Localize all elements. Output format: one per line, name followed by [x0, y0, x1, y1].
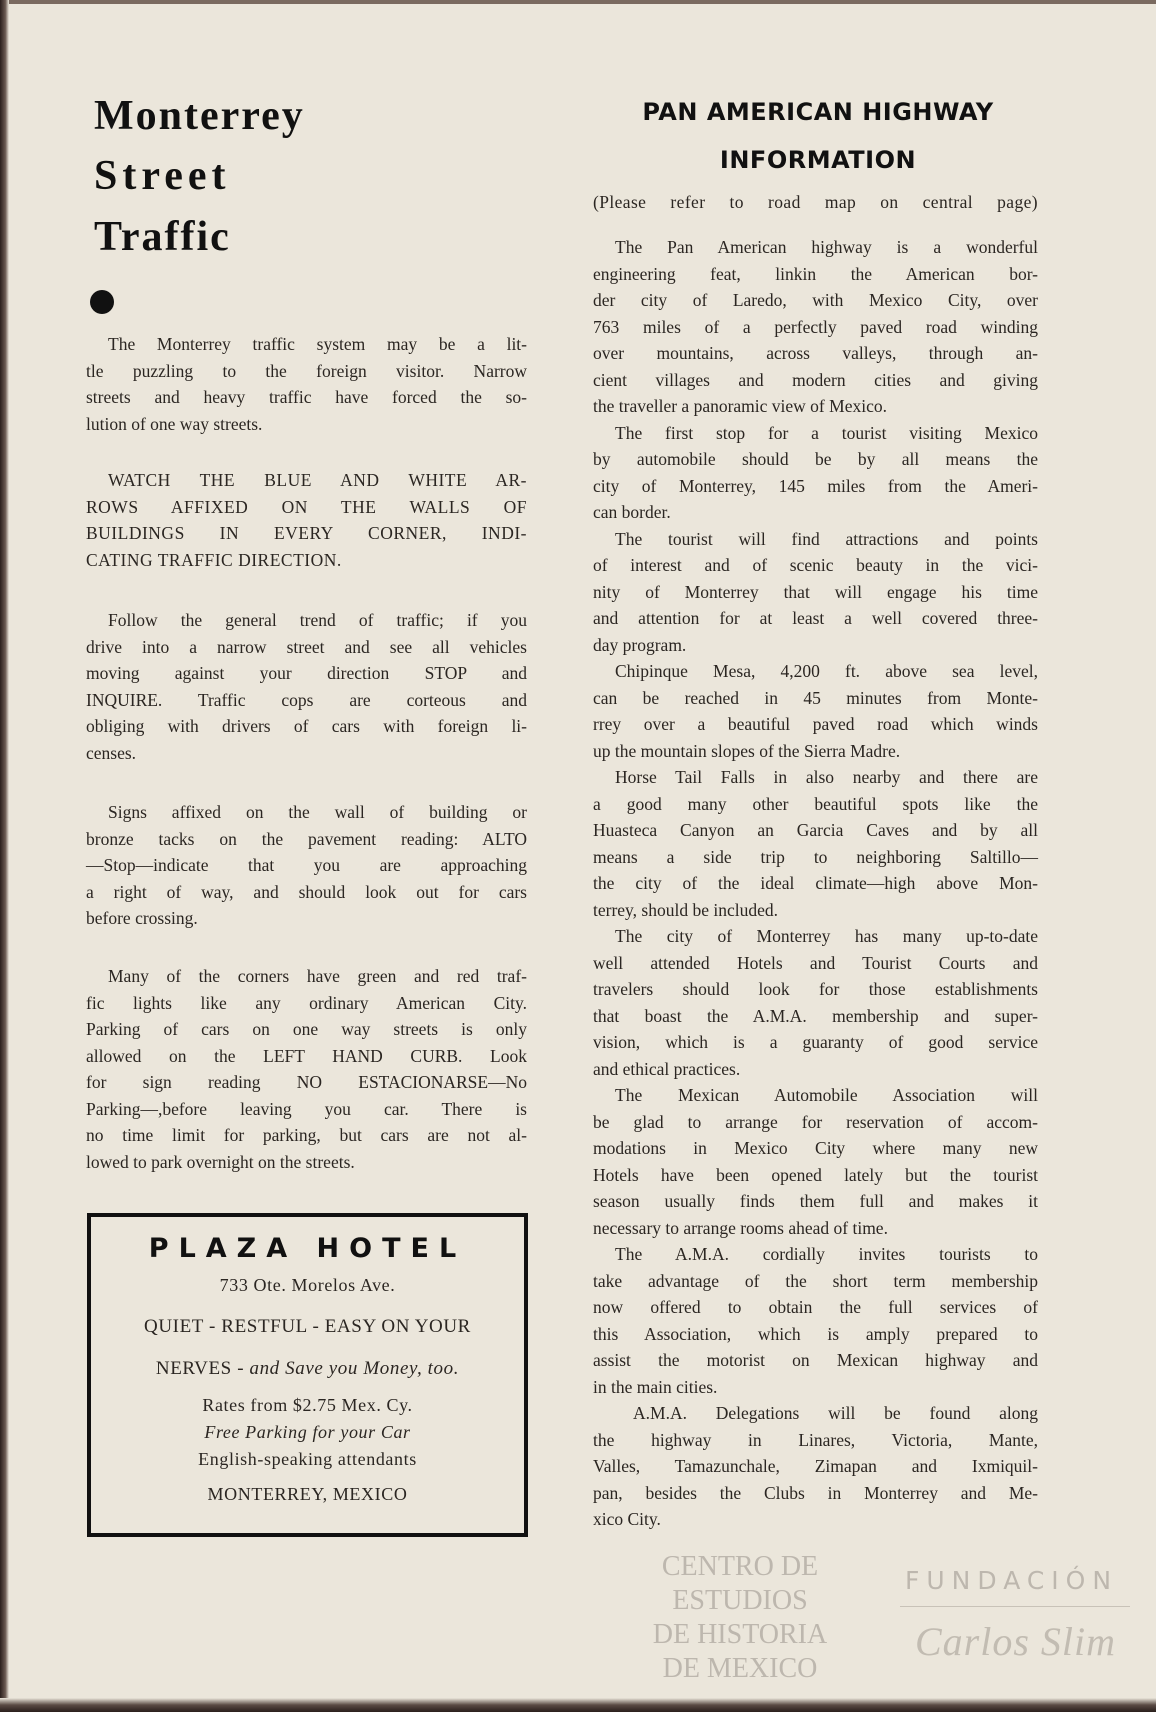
paragraph [593, 764, 1038, 923]
text-line: Chipinque Mesa, 4,200 ft. above sea level, [615, 661, 1038, 681]
text-line: allowed on the LEFT HAND CURB. Look [86, 1045, 527, 1066]
paragraph [593, 1241, 1038, 1400]
ad-slogan-italic: - and Save you Money, too. [231, 1358, 460, 1379]
paragraph [593, 1400, 1038, 1533]
text-line: Valles, Tamazunchale, Zimapan and Ixmiquil- [593, 1456, 1038, 1476]
text-line: The Monterrey traffic system may be a lit- [108, 334, 527, 354]
text-line: drive into a narrow street and see all vehicles [86, 636, 527, 657]
text-line: nity of Monterrey that will engage his time [593, 581, 1038, 602]
text-line: WATCH THE BLUE AND WHITE AR- [108, 470, 527, 490]
ad-rates: Rates from $2.75 Mex. Cy. [202, 1395, 413, 1415]
text-line: and attention for at least a well covered three- [593, 608, 1038, 628]
watermark-line: DE MEXICO [662, 1653, 818, 1684]
text-line: for sign reading NO ESTACIONARSE—No [86, 1072, 527, 1092]
ad-address: 733 Ote. Morelos Ave. [219, 1275, 396, 1295]
text-line: Signs affixed on the wall of building or [108, 802, 527, 822]
text-line: season usually finds them full and makes it [593, 1191, 1038, 1211]
text-line: no time limit for parking, but cars are not al- [86, 1125, 527, 1145]
text-line: tle puzzling to the foreign visitor. Narrow [86, 360, 527, 381]
watermark-rule [900, 1606, 1130, 1607]
section-heading-line: PAN AMERICAN HIGHWAY [642, 98, 994, 126]
text-line: pan, besides the Clubs in Monterrey and Me- [593, 1482, 1038, 1503]
text-line: lowed to park overnight on the streets. [86, 1151, 355, 1172]
text-line: can be reached in 45 minutes from Monte- [593, 687, 1038, 708]
article-title-line: Traffic [94, 214, 231, 260]
text-line: The first stop for a tourist visiting Mexico [615, 422, 1038, 443]
section-heading-line: INFORMATION [719, 146, 917, 174]
text-line: Many of the corners have green and red traf- [108, 966, 527, 986]
text-line: in the main cities. [593, 1376, 718, 1397]
text-line: travelers should look for those establishments [593, 979, 1038, 999]
watermark-line: ESTUDIOS [672, 1585, 808, 1616]
page-edge-bottom [0, 1698, 1156, 1712]
text-line: Hotels have been opened lately but the tourist [593, 1164, 1038, 1185]
text-line: Parking of cars on one way streets is only [86, 1019, 527, 1039]
text-line: A.M.A. Delegations will be found along [633, 1403, 1038, 1423]
text-line: bronze tacks on the pavement reading: ALTO [86, 828, 527, 849]
ad-slogan-2 [91, 1355, 524, 1382]
text-line: xico City. [593, 1509, 661, 1529]
paragraph [86, 963, 527, 1175]
text-line: lution of one way streets. [86, 413, 263, 434]
text-line: day program. [593, 634, 687, 655]
text-line: the city of the ideal climate—high above Mon- [593, 873, 1038, 893]
text-line: city of Monterrey, 145 miles from the Ameri- [593, 475, 1038, 496]
text-line: engineering feat, linkin the American bor- [593, 263, 1038, 284]
page-edge-left [0, 0, 9, 1712]
paragraph [86, 331, 527, 437]
paragraph [593, 923, 1038, 1082]
text-line: The A.M.A. cordially invites tourists to [615, 1244, 1038, 1264]
text-line: necessary to arrange rooms ahead of time. [593, 1217, 888, 1238]
text-line: modations in Mexico City where many new [593, 1138, 1038, 1158]
text-line: by automobile should be by all means the [593, 449, 1038, 469]
text-line: take advantage of the short term membership [593, 1270, 1038, 1291]
text-line: that boast the A.M.A. membership and super- [593, 1005, 1038, 1026]
text-line: of interest and of scenic beauty in the vici- [593, 555, 1038, 575]
text-line: Follow the general trend of traffic; if you [108, 610, 527, 630]
text-line: cient villages and modern cities and giving [593, 369, 1038, 390]
text-line: the traveller a panoramic view of Mexico. [593, 396, 887, 416]
paragraph [593, 658, 1038, 764]
text-line: a right of way, and should look out for cars [86, 881, 527, 902]
text-line: The Pan American highway is a wonderful [615, 237, 1038, 257]
ad-staff: English-speaking attendants [198, 1449, 417, 1469]
text-line: CATING TRAFFIC DIRECTION. [86, 549, 342, 570]
watermark-signature: Carlos Slim [915, 1619, 1117, 1664]
paragraph [593, 234, 1038, 420]
text-line: censes. [86, 742, 137, 763]
text-line: fic lights like any ordinary American City. [86, 992, 527, 1013]
text-line: obliging with drivers of cars with foreign li- [86, 716, 527, 736]
text-line: The Mexican Automobile Association will [615, 1085, 1038, 1105]
text-line: The city of Monterrey has many up-to-date [615, 926, 1038, 946]
text-line: can border. [593, 502, 671, 522]
text-line: BUILDINGS IN EVERY CORNER, INDI- [86, 523, 527, 543]
ad-parking: Free Parking for your Car [204, 1422, 411, 1442]
text-line: a good many other beautiful spots like the [593, 793, 1038, 814]
paragraph [86, 799, 527, 932]
text-line: Parking—,before leaving you car. There is [86, 1098, 527, 1119]
text-line: vision, which is a guaranty of good service [593, 1032, 1038, 1052]
plaza-hotel-ad [87, 1213, 528, 1537]
text-line: means a side trip to neighboring Saltillo— [593, 846, 1038, 867]
paragraph [593, 1082, 1038, 1241]
paragraph [593, 526, 1038, 659]
text-line: moving against your direction STOP and [86, 663, 527, 683]
text-line: be glad to arrange for reservation of accom- [593, 1111, 1038, 1132]
watermark-line: CENTRO DE [661, 1551, 819, 1582]
watermark-text [600, 1550, 880, 1686]
ad-title: PLAZA HOTEL [148, 1233, 467, 1264]
watermark-foundation: FUNDACIÓN [905, 1566, 1119, 1595]
text-line: rrey over a beautiful paved road which winds [593, 714, 1038, 734]
paragraph [86, 467, 527, 573]
watermark-line: DE HISTORIA [652, 1619, 828, 1650]
text-line: terrey, should be included. [593, 899, 778, 920]
text-line: now offered to obtain the full services of [593, 1297, 1038, 1317]
bullet-dot [90, 290, 114, 314]
text-line: der city of Laredo, with Mexico City, over [593, 290, 1038, 310]
text-line: Huasteca Canyon an Garcia Caves and by all [593, 820, 1038, 840]
text-line: and ethical practices. [593, 1058, 741, 1079]
text-line: streets and heavy traffic have forced the so- [86, 387, 527, 407]
article-title-line: Monterrey [94, 93, 305, 139]
text-line: assist the motorist on Mexican highway and [593, 1350, 1038, 1370]
text-line: well attended Hotels and Tourist Courts and [593, 952, 1038, 973]
text-line: The tourist will find attractions and points [615, 528, 1038, 549]
section-subtitle: (Please refer to road map on central page) [593, 192, 1038, 212]
paragraph [86, 607, 527, 766]
text-line: Horse Tail Falls in also nearby and there are [615, 767, 1038, 787]
right-article-body [593, 234, 1038, 1533]
text-line: 763 miles of a perfectly paved road winding [593, 316, 1038, 337]
text-line: INQUIRE. Traffic cops are corteous and [86, 689, 527, 710]
page-edge-top [0, 0, 1156, 4]
text-line: over mountains, across valleys, through an- [593, 343, 1038, 363]
article-title-line: Street [94, 153, 231, 199]
ad-slogan: QUIET - RESTFUL - EASY ON YOUR [144, 1316, 471, 1337]
paragraph [593, 420, 1038, 526]
ad-city: MONTERREY, MEXICO [207, 1484, 408, 1504]
text-line: before crossing. [86, 908, 198, 928]
text-line: ROWS AFFIXED ON THE WALLS OF [86, 496, 527, 517]
ad-slogan-caps: NERVES [155, 1358, 232, 1379]
text-line: —Stop—indicate that you are approaching [86, 855, 527, 875]
text-line: this Association, which is amply prepared to [593, 1323, 1038, 1344]
text-line: up the mountain slopes of the Sierra Madre. [593, 740, 901, 761]
text-line: the highway in Linares, Victoria, Mante, [593, 1429, 1038, 1450]
